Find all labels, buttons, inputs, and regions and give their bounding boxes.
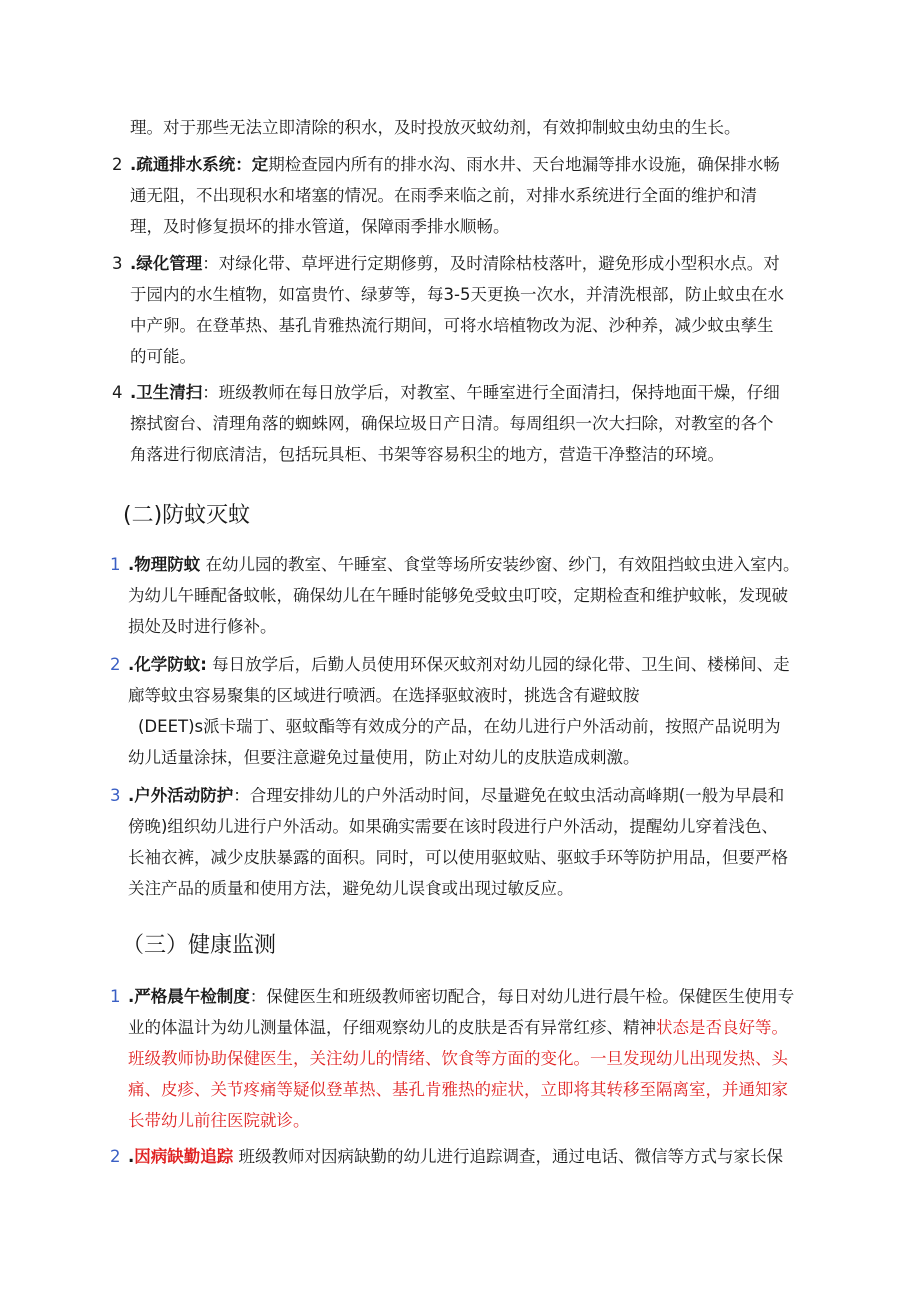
list-term: 绿化管理 [136, 254, 203, 273]
list-number: 2 [110, 1147, 121, 1166]
paragraph-line: 通无阻，不出现积水和堵塞的情况。在雨季来临之前，对排水系统进行全面的维护和清 [130, 186, 757, 205]
paragraph-text: 期检查园内所有的排水沟、雨水井、天台地漏等排水设施，确保排水畅 [268, 155, 780, 174]
paragraph-text: 在幼儿园的教室、午睡室、食堂等场所安装纱窗、纱门，有效阻挡蚊虫进入室内。 [200, 555, 800, 574]
list-item-morning-check [110, 981, 794, 1136]
list-dot: . [128, 1147, 135, 1166]
paragraph-text: ：对绿化带、草坪进行定期修剪，及时清除枯枝落叶，避免形成小型积水点。对 [202, 254, 780, 273]
list-dot: . [128, 987, 135, 1006]
paragraph-text: 每日放学后，后勤人员使用环保灭蚊剂对幼儿园的绿化带、卫生间、楼梯间、走 [206, 655, 790, 674]
paragraph-line: (DEET)s派卡瑞丁、驱蚊酯等有效成分的产品，在幼儿进行户外活动前，按照产品说明为 [138, 717, 781, 736]
paragraph-line: 傍晚)组织幼儿进行户外活动。如果确实需要在该时段进行户外活动，提醒幼儿穿着浅色、 [128, 817, 778, 836]
list-item-drainage [112, 149, 780, 242]
paragraph-line: 幼儿适量涂抹，但要注意避免过量使用，防止对幼儿的皮肤造成刺激。 [128, 748, 640, 767]
list-number: 1 [110, 987, 121, 1006]
list-term: 因病缺勤追踪 [134, 1147, 234, 1166]
list-term: 严格晨午检制度 [134, 987, 250, 1006]
paragraph-line: 的可能。 [130, 347, 196, 366]
paragraph-text: ：保健医生和班级教师密切配合，每日对幼儿进行晨午检。保健医生使用专 [249, 987, 795, 1006]
list-dot: . [128, 786, 135, 805]
list-dot: . [130, 155, 137, 174]
list-item-outdoor-protection [110, 780, 788, 904]
paragraph-line: 于园内的水生植物，如富贵竹、绿萝等，每3-5天更换一次水，并清洗根部，防止蚊虫在水 [130, 285, 784, 304]
paragraph-line-highlight: 长带幼儿前往医院就诊。 [128, 1111, 310, 1130]
paragraph-line: 长袖衣裤，减少皮肤暴露的面积。同时，可以使用驱蚊贴、驱蚊手环等防护用品，但要严格 [128, 848, 788, 867]
list-dot: . [128, 655, 135, 674]
list-term: 物理防蚊 [134, 555, 201, 574]
list-number: 3 [110, 786, 121, 805]
paragraph-text: 业的体温计为幼儿测量体温，仔细观察幼儿的皮肤是否有异常红疹、精神 [128, 1018, 656, 1037]
paragraph-line: 关注产品的质量和使用方法，避免幼儿误食或出现过敏反应。 [128, 879, 574, 898]
paragraph-line: 为幼儿午睡配备蚊帐，确保幼儿在午睡时能够免受蚊虫叮咬，定期检查和维护蚊帐，发现破 [128, 586, 788, 605]
list-item-chemical-protection [110, 649, 790, 773]
paragraph-line: 理。对于那些无法立即清除的积水，及时投放灭蚊幼剂，有效抑制蚊虫幼虫的生长。 [130, 118, 741, 137]
list-item-absence-tracking [110, 1141, 783, 1172]
paragraph-intro [130, 112, 741, 143]
paragraph-line: 中产卵。在登革热、基孔肯雅热流行期间，可将水培植物改为泥、沙种养，减少蚊虫孳生 [130, 316, 774, 335]
paragraph-line-highlight: 班级教师协助保健医生，关注幼儿的情绪、饮食等方面的变化。一旦发现幼儿出现发热、头 [128, 1049, 788, 1068]
paragraph-text: ：班级教师在每日放学后，对教室、午睡室进行全面清扫，保持地面干燥，仔细 [202, 383, 780, 402]
list-number: 3 [112, 254, 123, 273]
paragraph-line: 损处及时进行修补。 [128, 617, 277, 636]
list-number: 2 [110, 655, 121, 674]
section-heading-mosquito-control: (二)防蚊灭蚊 [123, 503, 251, 528]
list-dot: . [130, 254, 137, 273]
list-term: 户外活动防护 [134, 786, 234, 805]
paragraph-line-highlight: 痛、皮疹、关节疼痛等疑似登革热、基孔肯雅热的症状，立即将其转移至隔离室，并通知家 [128, 1080, 788, 1099]
list-number: 1 [110, 555, 121, 574]
paragraph-line: 理，及时修复损坏的排水管道，保障雨季排水顺畅。 [130, 217, 510, 236]
paragraph-line: 角落进行彻底清洁，包括玩具柜、书架等容易积尘的地方，营造干净整洁的环境。 [130, 445, 724, 464]
paragraph-line: 擦拭窗台、清理角落的蜘蛛网，确保垃圾日产日清。每周组织一次大扫除，对教室的各个 [130, 414, 774, 433]
paragraph-text: 班级教师对因病缺勤的幼儿进行追踪调查，通过电话、微信等方式与家长保 [233, 1147, 784, 1166]
list-number: 2 [112, 155, 123, 174]
paragraph-text-highlight: 状态是否良好等。 [656, 1018, 788, 1037]
list-dot: . [130, 383, 137, 402]
list-item-cleaning [112, 377, 780, 470]
list-term: 化学防蚊: [134, 655, 207, 674]
list-dot: . [128, 555, 135, 574]
list-item-physical-protection [110, 549, 800, 642]
list-item-greening [112, 248, 784, 372]
list-number: 4 [112, 383, 123, 402]
list-term: 疏通排水系统：定 [136, 155, 269, 174]
paragraph-text: ：合理安排幼儿的户外活动时间，尽量避免在蚊虫活动高峰期(一般为早晨和 [233, 786, 785, 805]
section-heading-health-monitoring: （三）健康监测 [122, 933, 277, 958]
paragraph-line: 廊等蚊虫容易聚集的区域进行喷洒。在选择驱蚊液时，挑选含有避蚊胺 [128, 686, 640, 705]
list-term: 卫生清扫 [136, 383, 203, 402]
